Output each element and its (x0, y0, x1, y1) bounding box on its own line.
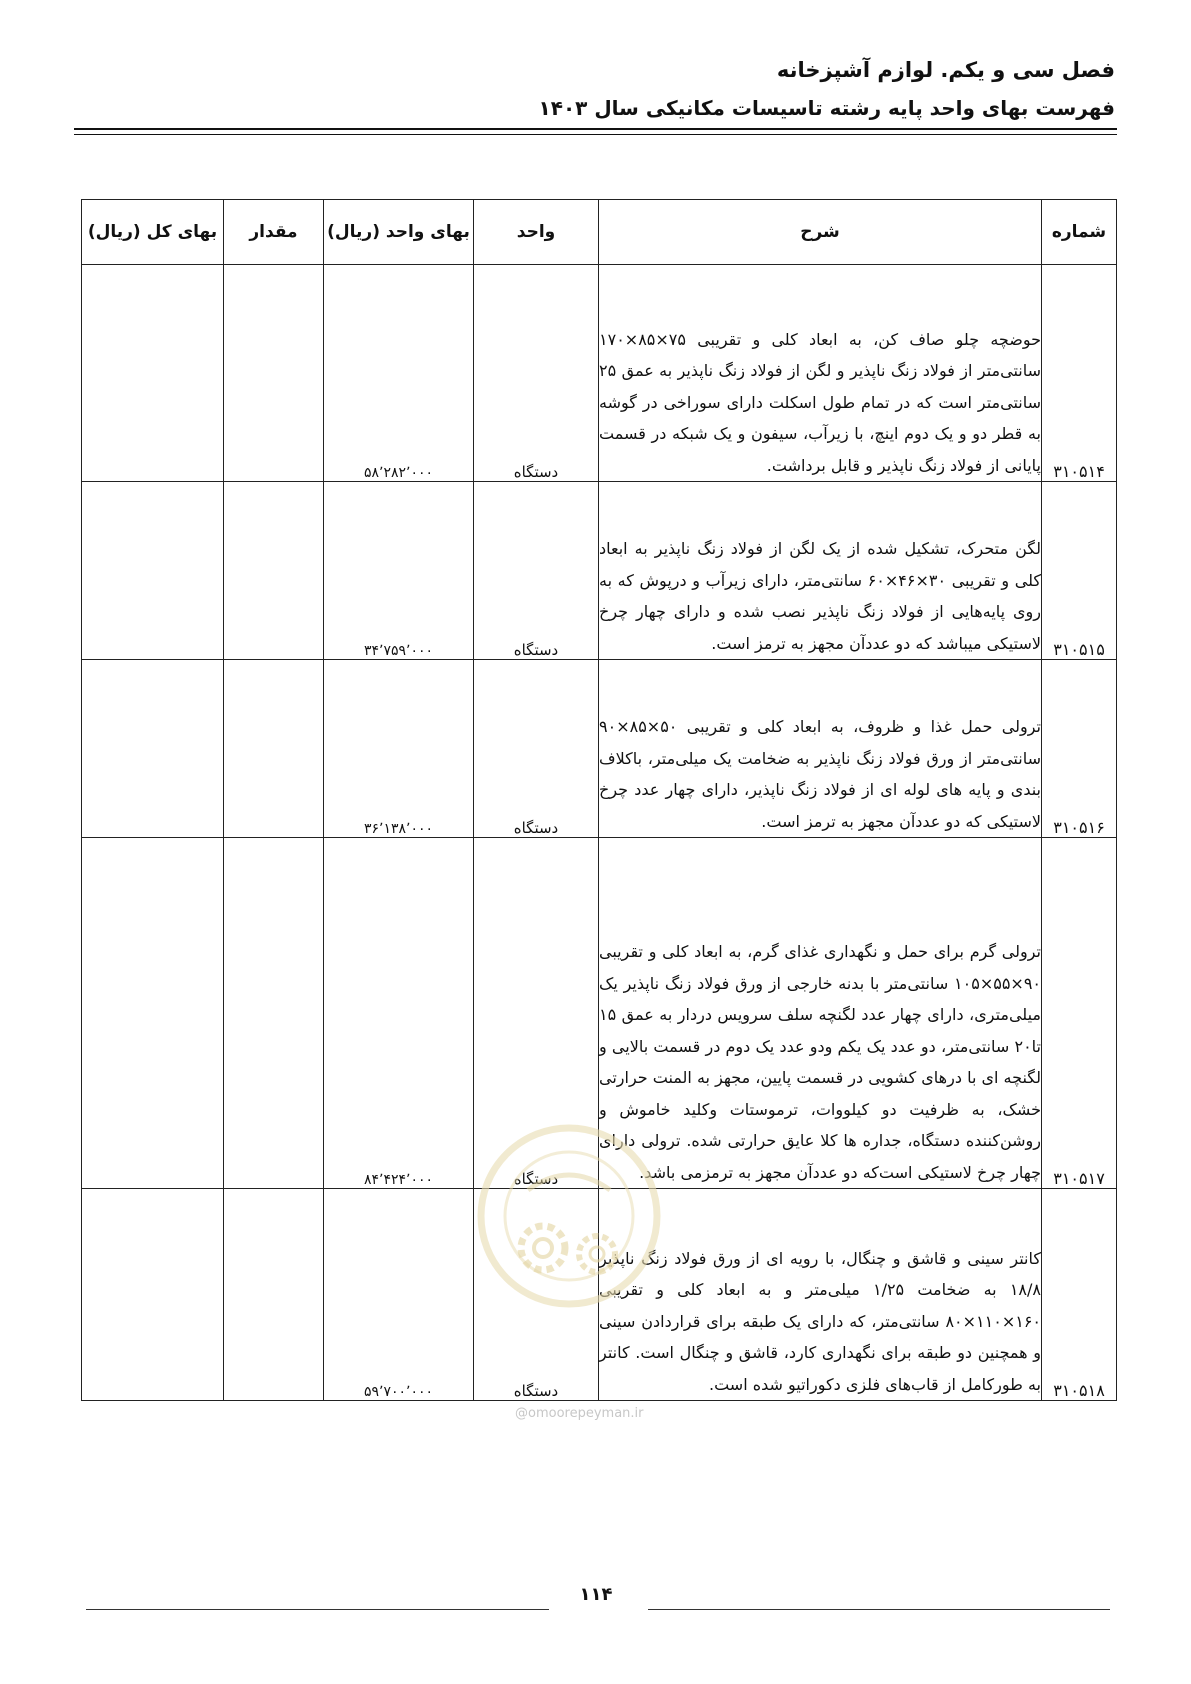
column-header-unit-price: بهای واحد (ریال) (324, 200, 474, 265)
item-total-price (82, 482, 224, 660)
item-number: ۳۱۰۵۱۷ (1042, 838, 1117, 1189)
item-description: کانتر سینی و قاشق و چنگال، با رویه ای از ورق فولاد زنگ ناپذیر ۱۸/۸ به ضخامت ۱/۲۵ میلی‌متر و به ابعاد کلی و تقریبی ۱۶۰×۱۱۰×۸۰ سانتی‌متر، که دارای یک طبقه برای قراردادن سینی و همچنین دو طبقه برای نگهداری کارد، قاشق و چنگال است. کانتر به طورکامل از قاب‌های فلزی دکوراتیو شده است. (599, 1189, 1042, 1401)
item-description: حوضچه چلو صاف کن، به ابعاد کلی و تقریبی ۷۵×۸۵×۱۷۰ سانتی‌متر از فولاد زنگ ناپذیر و لگن از فولاد زنگ ناپذیر به عمق ۲۵ سانتی‌متر است که در تمام طول اسکلت دارای سوراخی در گوشه به قطر دو و یک دوم اینچ، با زیرآب، سیفون و یک شبکه در قسمت پایانی از فولاد زنگ ناپذیر و قابل برداشت. (599, 265, 1042, 482)
table-row (82, 660, 1117, 838)
column-header-number: شماره (1042, 200, 1117, 265)
table-header-row (82, 200, 1117, 265)
item-description: لگن متحرک، تشکیل شده از یک لگن از فولاد زنگ ناپذیر به ابعاد کلی و تقریبی ۳۰×۴۶×۶۰ سانتی‌متر، دارای زیرآب و درپوش که به روی پایه‌هایی از فولاد زنگ ناپذیر نصب شده و دارای چهار چرخ لاستیکی میباشد که دو عددآن مجهز به ترمز است. (599, 482, 1042, 660)
item-unit-price: ۳۴٬۷۵۹٬۰۰۰ (324, 482, 474, 660)
column-header-total-price: بهای کل (ریال) (82, 200, 224, 265)
item-total-price (82, 1189, 224, 1401)
watermark-url: @omoorepeyman.ir (515, 1406, 644, 1421)
item-unit-price: ۳۶٬۱۳۸٬۰۰۰ (324, 660, 474, 838)
item-unit-price: ۸۴٬۴۲۴٬۰۰۰ (324, 838, 474, 1189)
column-header-unit: واحد (474, 200, 599, 265)
footer-rule-right (648, 1609, 1110, 1610)
item-quantity (224, 660, 324, 838)
item-quantity (224, 482, 324, 660)
item-unit: دستگاه (474, 482, 599, 660)
item-number: ۳۱۰۵۱۴ (1042, 265, 1117, 482)
table-row (82, 482, 1117, 660)
price-table (81, 199, 1117, 1401)
page-number: ۱۱۴ (579, 1584, 613, 1605)
table-row (82, 265, 1117, 482)
item-number: ۳۱۰۵۱۸ (1042, 1189, 1117, 1401)
item-unit: دستگاه (474, 1189, 599, 1401)
item-description: ترولی حمل غذا و ظروف، به ابعاد کلی و تقریبی ۵۰×۸۵×۹۰ سانتی‌متر از ورق فولاد زنگ ناپذیر به ضخامت یک میلی‌متر، باکلاف بندی و پایه های لوله ای از فولاد زنگ ناپذیر، دارای چهار عدد چرخ لاستیکی که دو عددآن مجهز به ترمز است. (599, 660, 1042, 838)
item-total-price (82, 838, 224, 1189)
table-row (82, 838, 1117, 1189)
table-row (82, 1189, 1117, 1401)
column-header-quantity: مقدار (224, 200, 324, 265)
item-description: ترولی گرم برای حمل و نگهداری غذای گرم، به ابعاد کلی و تقریبی ۹۰×۵۵×۱۰۵ سانتی‌متر با بدنه خارجی از ورق فولاد زنگ ناپذیر یک میلی‌متری، دارای چهار عدد لگنچه سلف سرویس دردار به عمق ۱۵ تا۲۰ سانتی‌متر، دو عدد یک یکم ودو عدد یک دوم در قسمت بالایی و لگنچه ای با درهای کشویی در قسمت پایین، مجهز به المنت حرارتی خشک، به ظرفیت دو کیلووات، ترموستات وکلید خاموش و روشن‌کننده دستگاه، جداره ها کلا عایق حرارتی شده. ترولی دارای چهار چرخ لاستیکی است‌که دو عددآن مجهز به ترمزمی باشد. (599, 838, 1042, 1189)
item-quantity (224, 265, 324, 482)
item-quantity (224, 838, 324, 1189)
item-quantity (224, 1189, 324, 1401)
item-unit: دستگاه (474, 660, 599, 838)
item-unit-price: ۵۸٬۲۸۲٬۰۰۰ (324, 265, 474, 482)
item-unit: دستگاه (474, 838, 599, 1189)
item-number: ۳۱۰۵۱۶ (1042, 660, 1117, 838)
chapter-title: فصل سی و یکم. لوازم آشپزخانه (776, 58, 1115, 82)
item-total-price (82, 265, 224, 482)
item-number: ۳۱۰۵۱۵ (1042, 482, 1117, 660)
item-unit-price: ۵۹٬۷۰۰٬۰۰۰ (324, 1189, 474, 1401)
item-unit: دستگاه (474, 265, 599, 482)
document-subtitle: فهرست بهای واحد پایه رشته تاسیسات مکانیکی سال ۱۴۰۳ (538, 96, 1115, 120)
footer-rule-left (86, 1609, 549, 1610)
header-rule-thin (74, 134, 1117, 135)
column-header-description: شرح (599, 200, 1042, 265)
item-total-price (82, 660, 224, 838)
header-rule (74, 128, 1117, 130)
